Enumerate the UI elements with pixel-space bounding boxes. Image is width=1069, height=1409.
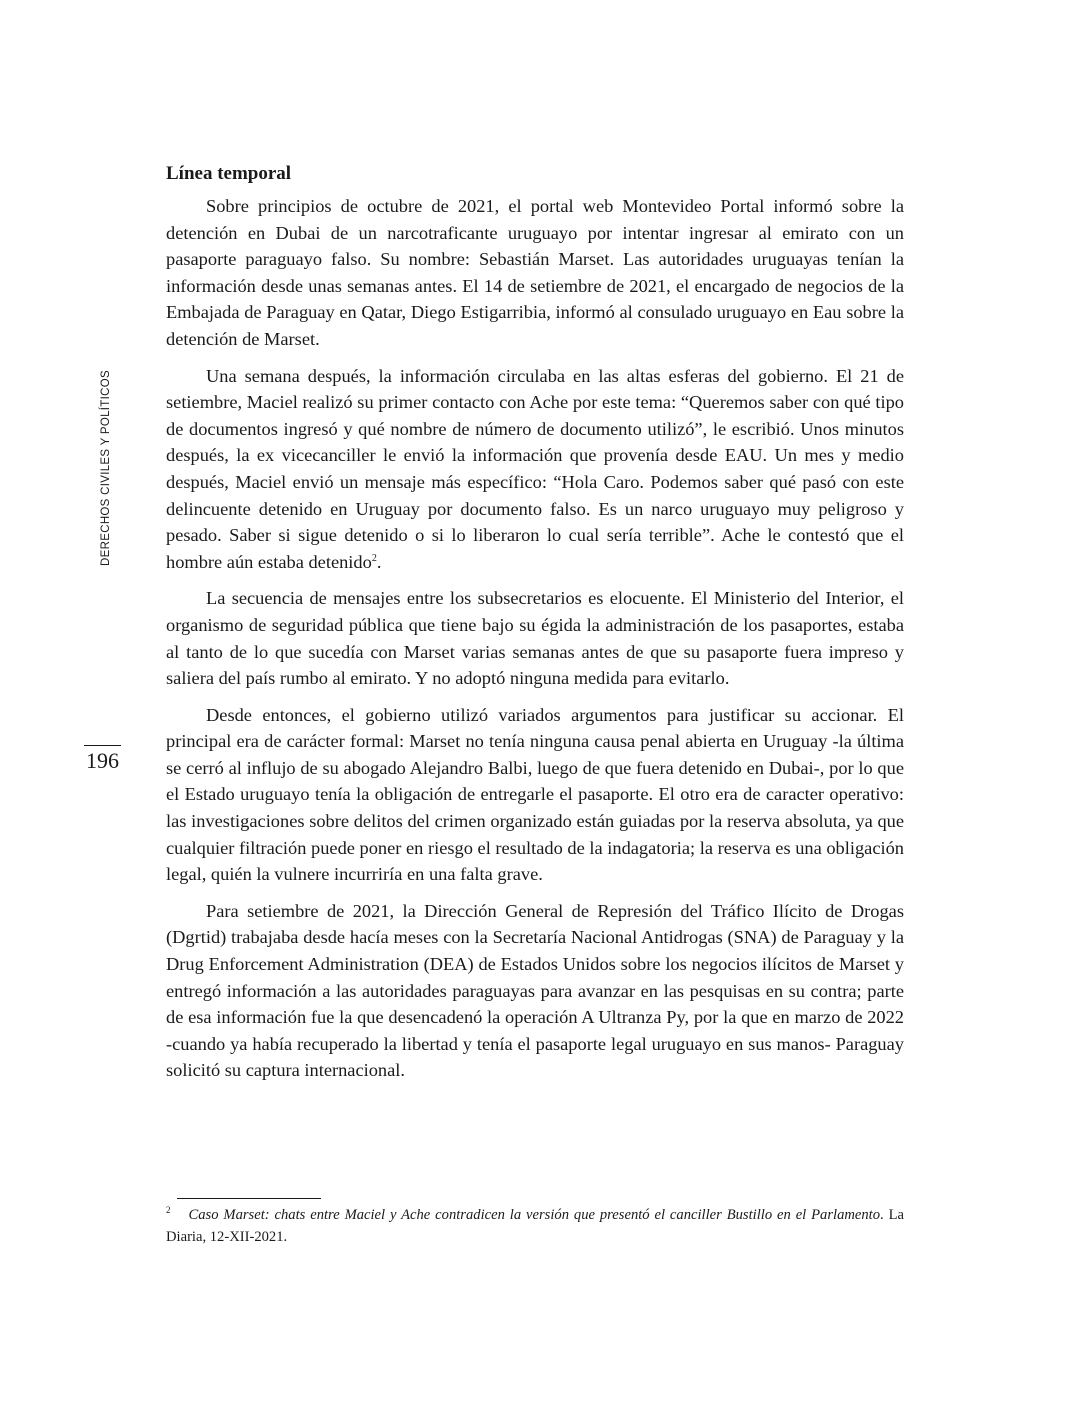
paragraph-2-text: Una semana después, la información circulaba en las altas esferas del gobierno. El 21 de setiembre, Maciel realizó su primer contacto con Ache por este tema: “Queremos saber con qué tipo de documentos ingresó y qué nombre de número de documento utilizó”, le escribió. Unos minutos después, la ex vicecanciller le envió la información que provenía desde EAU. Un mes y medio después, Maciel envió un mensaje más específico: “Hola Caro. Podemos saber qué pasó con este delincuente detenido en Uruguay por documento falso. Es un narco uruguayo muy peligroso y pesado. Saber si sigue detenido o si lo liberaron lo cual sería terrible”. Ache le contestó que el hombre aún estaba detenido — [166, 365, 904, 572]
footnote-title: Caso Marset: chats entre Maciel y Ache contradicen la versión que presentó el canciller Bustillo en el Parlamento — [188, 1207, 881, 1223]
paragraph-4: Desde entonces, el gobierno utilizó variados argumentos para justificar su accionar. El principal era de carácter formal: Marset no tenía ninguna causa penal abierta en Uruguay -la última se cerró al influjo de su abogado Alejandro Balbi, luego de que fuera detenido en Dubai-, por lo que el Estado uruguayo tenía la obligación de entregarle el pasaporte. El otro era de caracter operativo: las investigaciones sobre delitos del crimen organizado están guiadas por la reserva absoluta, ya que cualquier filtración puede poner en riesgo el resultado de la indagatoria; la reserva es una obligación legal, quién la vulnere incurriría en una falta grave. — [166, 704, 904, 885]
paragraph-3: La secuencia de mensajes entre los subsecretarios es elocuente. El Ministerio del Interior, el organismo de seguridad pública que tiene bajo su égida la administración de los pasaportes, estaba al tanto de lo que sucedía con Marset varias semanas antes de que su pasaporte fuera impreso y saliera del país rumbo al emirato. Y no adoptó ninguna medida para evitarlo. — [166, 588, 904, 689]
page-number: 196 — [86, 748, 119, 773]
footnote-source: . La Diaria, 12-XII-2021. — [166, 1207, 904, 1245]
footnote — [166, 1204, 904, 1248]
footnote-number: 2 — [166, 1205, 171, 1216]
main-text — [166, 160, 904, 1094]
section-title: Línea temporal — [166, 163, 292, 184]
paragraph-5: Para setiembre de 2021, la Dirección General de Represión del Tráfico Ilícito de Drogas (Dgrtid) trabajaba desde hacía meses con la Secretaría Nacional Antidrogas (SNA) de Paraguay y la Drug Enforcement Administration (DEA) de Estados Unidos sobre los negocios ilícitos de Marset y entregó información a las autoridades paraguayas para avanzar en las pesquisas en su contra; parte de esa información fue la que desencadenó la operación A Ultranza Py, por la que en marzo de 2022 -cuando ya había recuperado la libertad y tenía el pasaporte legal uruguayo en sus manos- Paraguay solicitó su captura internacional. — [166, 900, 904, 1081]
paragraph-1: Sobre principios de octubre de 2021, el portal web Montevideo Portal informó sobre la detención en Dubai de un narcotraficante uruguayo por intentar ingresar al emirato con un pasaporte paraguayo falso. Su nombre: Sebastián Marset. Las autoridades uruguayas tenían la información desde unas semanas antes. El 14 de setiembre de 2021, el encargado de negocios de la Embajada de Paraguay en Qatar, Diego Estigarribia, informó al consulado uruguayo en Eau sobre la detención de Marset. — [166, 196, 904, 349]
page-number-rule — [84, 745, 121, 746]
paragraph-2 — [166, 363, 904, 576]
footnote-reference[interactable]: 2 — [371, 552, 377, 564]
running-section-label: DERECHOS CIVILES Y POLÍTICOS — [100, 370, 112, 566]
paragraph-2-end: . — [376, 551, 382, 572]
footnote-rule — [177, 1198, 321, 1199]
